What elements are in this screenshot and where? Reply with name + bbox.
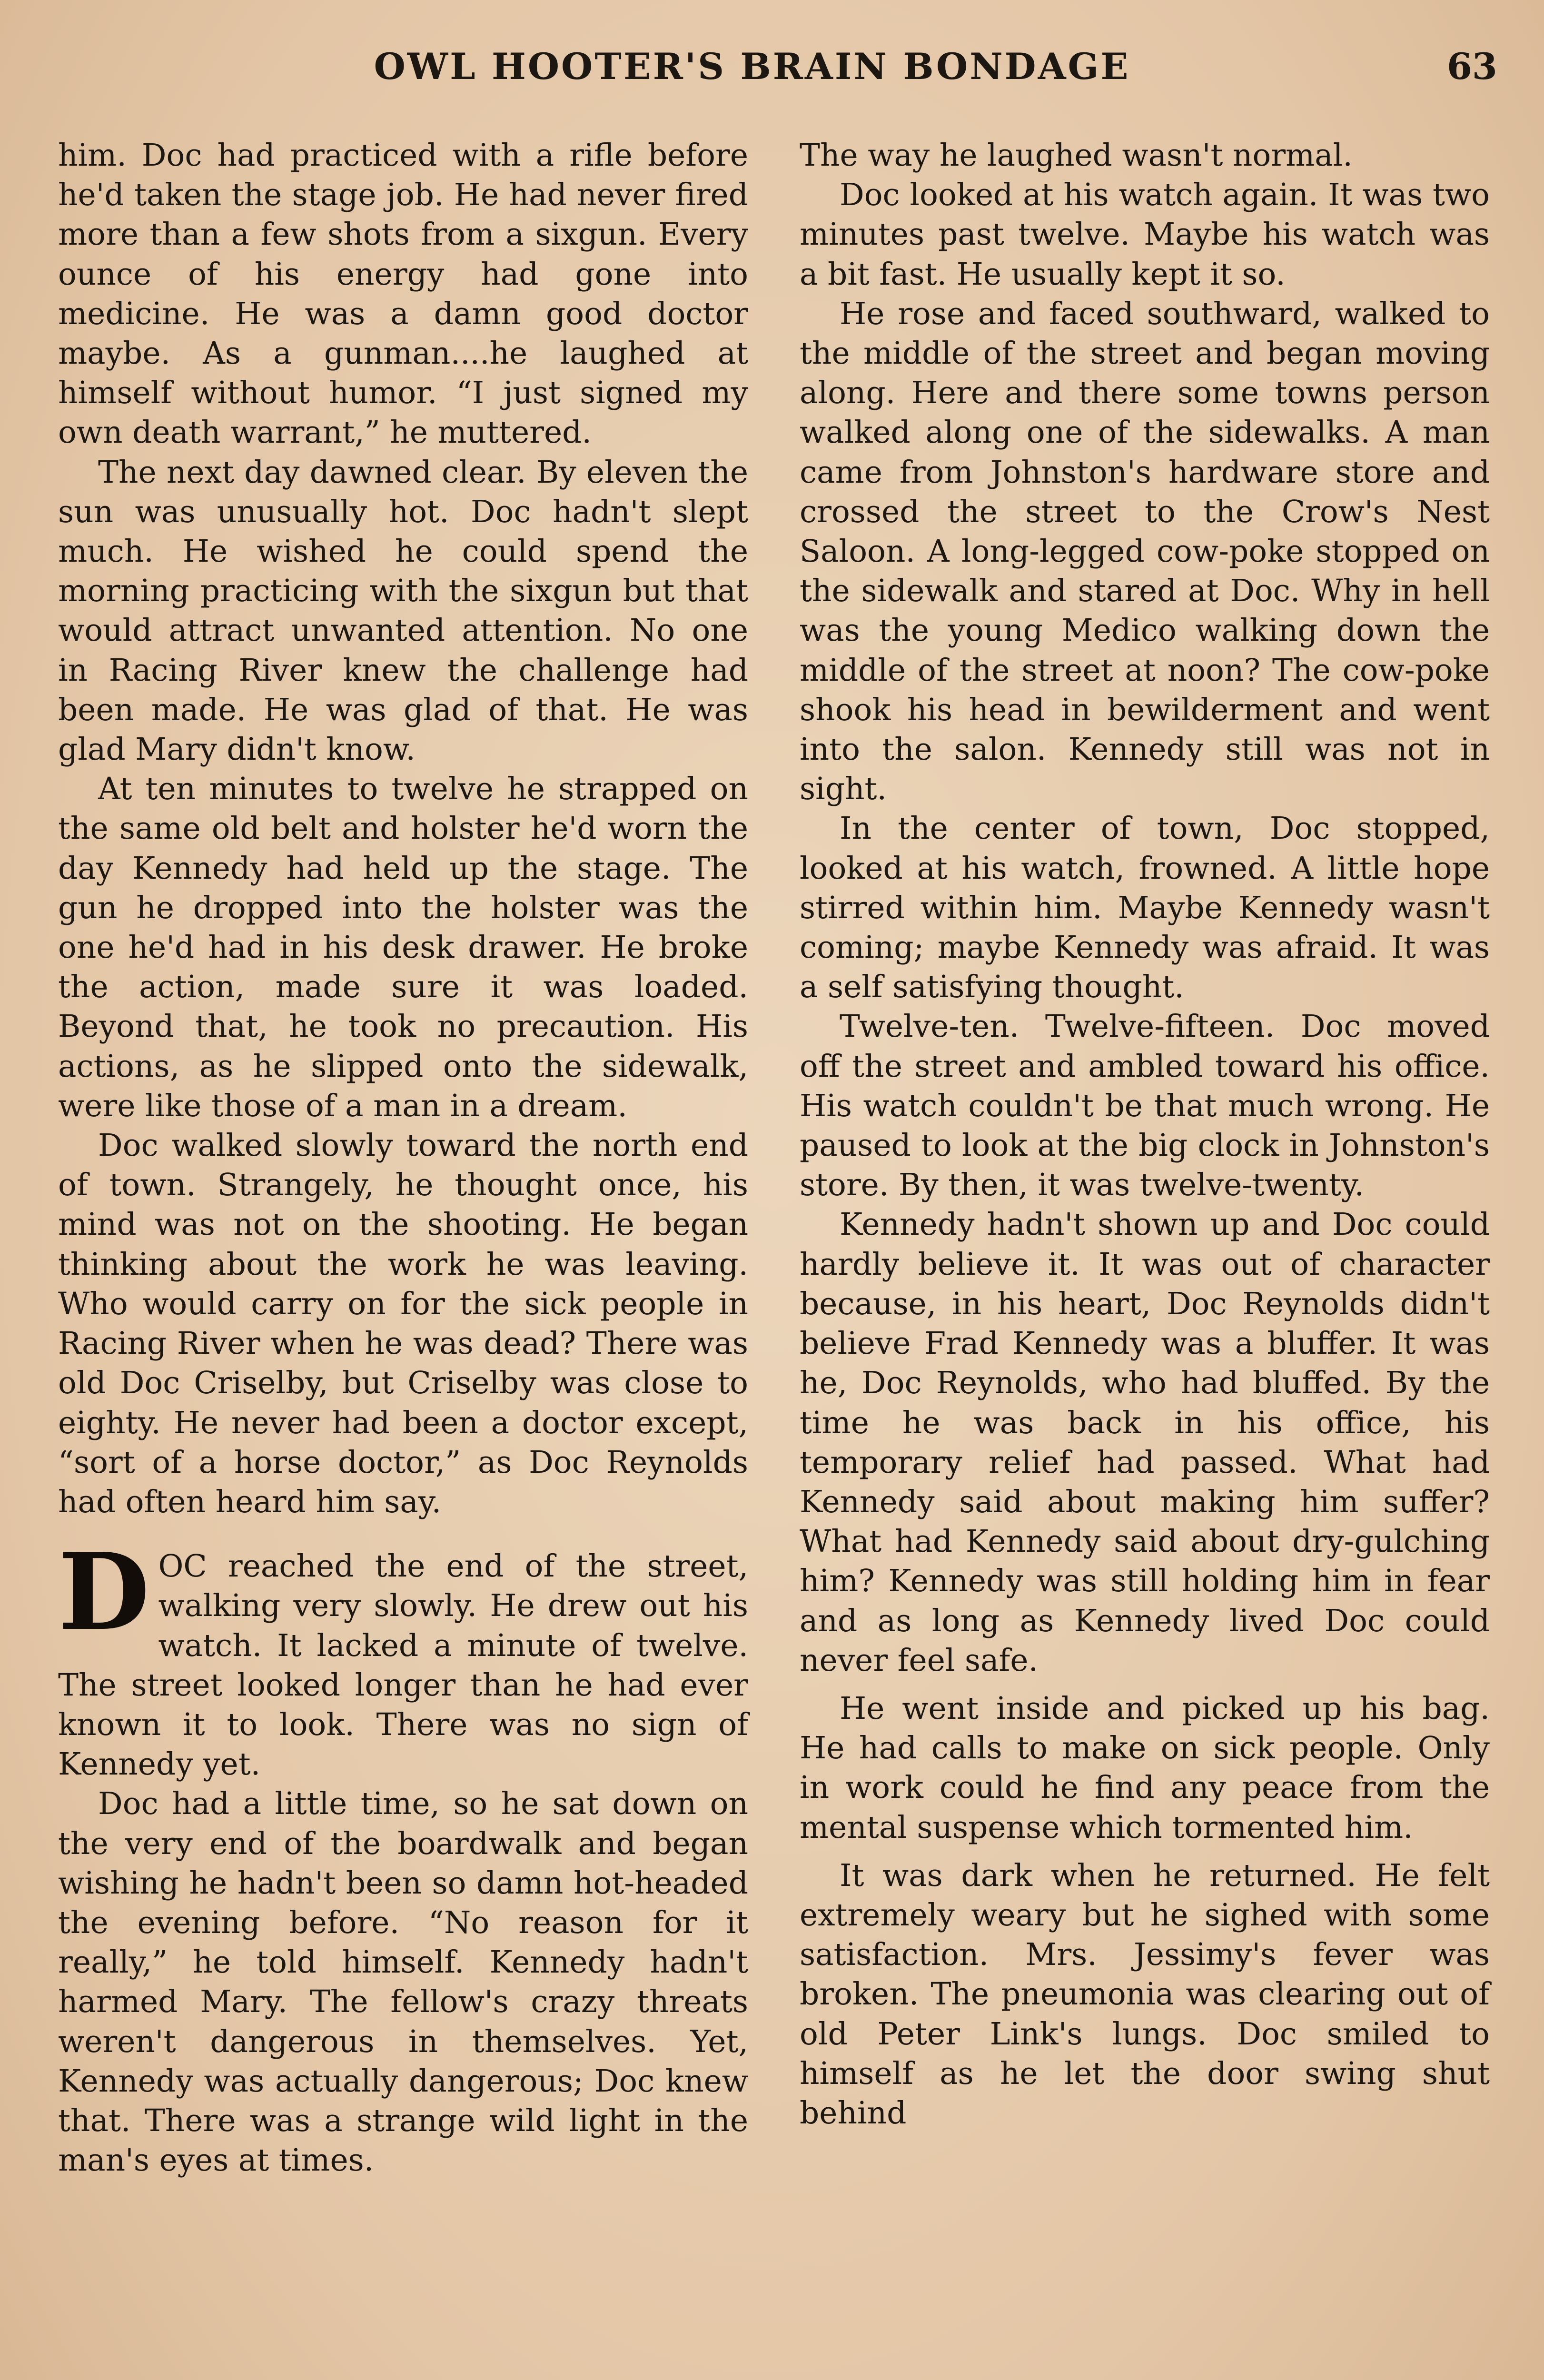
paragraph: Kennedy hadn't shown up and Doc could hardly believe it. It was out of character because, in his heart, Doc Reynolds didn't believe Frad Kennedy was a bluffer. It was he, Doc Reynolds, who had bluffed. By the time he was back in his office, his temporary relief had passed. What had Kennedy said about making him suffer? What had Kennedy said about dry-gulching him? Kennedy was still holding him in fear and as long as Kennedy lived Doc could never feel safe.	[800, 1207, 1490, 1678]
paragraph: The way he laughed wasn't normal.	[800, 138, 1353, 173]
paragraph: Twelve-ten. Twelve-fifteen. Doc moved off the street and ambled toward his office. His watch couldn't be that much wrong. He paused to look at the big clock in Johnston's store. By then, it was twelve-twenty.	[800, 1009, 1490, 1203]
running-title: OWL HOOTER'S BRAIN BONDAGE	[374, 45, 1130, 88]
section-opening-text: OC reached the end of the street, walking very slowly. He drew out his watch. It lacked a minute of twelve. The street looked longer than he had ever known it to look. There was no sign of Kennedy yet.	[58, 1548, 748, 1783]
paragraph: At ten minutes to twelve he strapped on the same old belt and holster he'd worn the day Kennedy had held up the stage. The gun he dropped into the holster was the one he'd had in his desk drawer. He broke the action, made sure it was loaded. Beyond that, he took no precaution. His actions, as he slipped onto the sidewalk, were like those of a man in a dream.	[58, 771, 748, 1124]
paragraph: Doc had a little time, so he sat down on the very end of the boardwalk and began wishing he hadn't been so damn hot-headed the evening before. “No reason for it really,” he told himself. Kennedy hadn't harmed Mary. The fellow's crazy threats weren't dangerous in themselves. Yet, Kennedy was actually dangerous; Doc knew that. There was a strange wild light in the man's eyes at times.	[58, 1786, 748, 2179]
paragraph: He rose and faced southward, walked to the middle of the street and began moving along. Here and there some towns person walked along one of the sidewalks. A man came from Johnston's hardware store and crossed the street to the Crow's Nest Saloon. A long-legged cow-poke stopped on the sidewalk and stared at Doc. Why in hell was the young Medico walking down the middle of the street at noon? The cow-poke shook his head in bewilderment and went into the salon. Kennedy still was not in sight.	[800, 296, 1490, 807]
page-header	[0, 45, 1544, 98]
right-column	[800, 136, 1490, 2133]
paragraph: He went inside and picked up his bag. He had calls to make on sick people. Only in work could he find any peace from the mental suspense which tormented him.	[800, 1690, 1490, 1845]
drop-cap: D	[58, 1530, 150, 1655]
paragraph: In the center of town, Doc stopped, looked at his watch, frowned. A little hope stirred within him. Maybe Kennedy wasn't coming; maybe Kennedy was afraid. It was a self satisfying thought.	[800, 811, 1490, 1005]
paragraph: Doc walked slowly toward the north end of town. Strangely, he thought once, his mind was not on the shooting. He began thinking about the work he was leaving. Who would carry on for the sick people in Racing River when he was dead? There was old Doc Criselby, but Criselby was close to eighty. He never had been a doctor except, “sort of a horse doctor,” as Doc Reynolds had often heard him say.	[58, 1128, 748, 1520]
paragraph: It was dark when he returned. He felt extremely weary but he sighed with some satisfaction. Mrs. Jessimy's fever was broken. The pneumonia was clearing out of old Peter Link's lungs. Doc smiled to himself as he let the door swing shut behind	[800, 1857, 1490, 2131]
paragraph: Doc looked at his watch again. It was two minutes past twelve. Maybe his watch was a bit fast. He usually kept it so.	[800, 177, 1490, 292]
paragraph: The next day dawned clear. By eleven the sun was unusually hot. Doc hadn't slept much. He wished he could spend the morning practicing with the sixgun but that would attract unwanted attention. No one in Racing River knew the challenge had been made. He was glad of that. He was glad Mary didn't know.	[58, 454, 748, 768]
left-column	[58, 136, 748, 2180]
section-opening-paragraph	[58, 1530, 748, 1784]
paragraph: him. Doc had practiced with a rifle before he'd taken the stage job. He had never fired more than a few shots from a sixgun. Every ounce of his energy had gone into medicine. He was a damn good doctor maybe. As a gunman....he laughed at himself without humor. “I just signed my own death warrant,” he muttered.	[58, 138, 748, 451]
page-number: 63	[1447, 45, 1497, 88]
